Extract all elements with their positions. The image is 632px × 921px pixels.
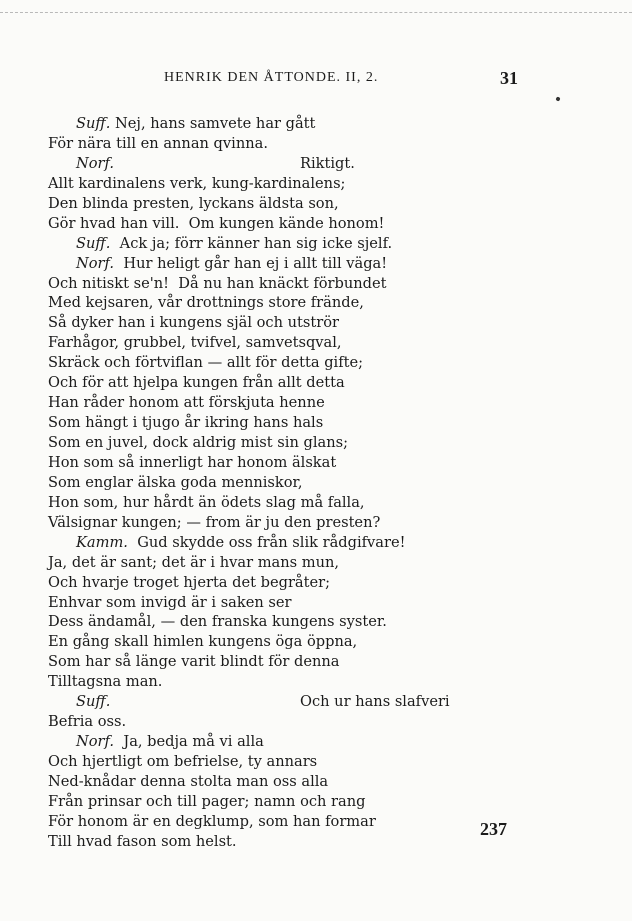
line-text: Gör hvad han vill. Om kungen kände honom! [48,214,385,232]
speaker-name: Kamm. [76,533,128,551]
verse-line [48,632,608,652]
verse-line [48,493,608,513]
line-text: Ja, bedja må vi alla [114,733,264,751]
verse-line [48,313,608,333]
page-number: 31 [500,68,518,88]
verse-line [48,772,608,792]
speaker-name: Suff. [76,693,111,711]
verse-line [48,274,608,294]
line-text: Från prinsar och till pager; namn och rang [48,792,366,810]
line-text: Och för att hjelpa kungen från allt detta [48,374,345,392]
verse-line [48,453,608,473]
verse-text [48,114,608,852]
line-text: Som englar älska goda menniskor, [48,473,303,491]
line-text: För honom är en degklump, som han formar [48,812,376,830]
speaker-name: Norf. [76,154,115,172]
line-text: Ned-knådar denna stolta man oss alla [48,772,329,790]
line-text: Hur heligt går han ej i allt till väga! [114,254,388,272]
verse-line [48,513,608,533]
verse-line [48,174,608,194]
line-text: Allt kardinalens verk, kung-kardinalens; [48,174,346,192]
line-text: Befria oss. [48,713,127,731]
verse-line [48,293,608,313]
line-text: Han råder honom att förskjuta henne [48,394,325,412]
verse-line [48,433,608,453]
verse-line [48,652,608,672]
verse-line [48,473,608,493]
line-text: Hon som, hur hårdt än ödets slag må falla, [48,493,365,511]
verse-line [48,194,608,214]
verse-line [48,553,608,573]
verse-line [48,792,608,812]
speaker-name: Norf. [76,733,115,751]
verse-line [48,573,608,593]
line-text: Skräck och förtviflan — allt för detta gifte; [48,354,364,372]
speaker-name: Suff. [76,234,111,252]
line-text: Tilltagsna man. [48,673,163,691]
line-text: Ja, det är sant; det är i hvar mans mun, [48,553,340,571]
running-title: HENRIK DEN ÅTTONDE. II, 2. [164,70,379,85]
line-text: Nej, hans samvete har gått [110,115,316,132]
signature-mark: 237 [480,819,507,839]
line-continuation: Och ur hans slafveri [300,693,450,711]
verse-line [48,373,608,393]
line-text: Dess ändamål, — den franska kungens syster. [48,613,387,631]
verse-line [48,214,608,234]
verse-line [48,612,608,632]
line-text: Och hjertligt om befrielse, ty annars [48,753,318,770]
line-text: Den blinda presten, lyckans äldsta son, [48,194,339,212]
ink-speck [555,96,560,101]
verse-line [48,812,608,832]
verse-line [48,154,608,174]
line-text: Gud skydde oss från slik rådgifvare! [127,533,406,551]
verse-line [48,672,608,692]
line-text: För nära till en annan qvinna. [48,134,268,152]
verse-line [48,832,608,852]
line-text: Farhågor, grubbel, tvifvel, samvetsqval, [48,334,342,352]
line-text: Som hängt i tjugo år ikring hans hals [48,414,324,432]
line-text: Hon som så innerligt har honom älskat [48,453,337,471]
verse-line [48,134,608,154]
line-continuation: Riktigt. [300,154,355,172]
verse-line [48,712,608,732]
verse-line [48,732,608,752]
line-text: Som har så länge varit blindt för denna [48,653,340,671]
line-text: Som en juvel, dock aldrig mist sin glans; [48,434,349,451]
verse-line [48,114,608,134]
verse-line [48,533,608,553]
line-text: Till hvad fason som helst. [48,832,237,850]
verse-line [48,593,608,613]
line-text: Välsignar kungen; — from är ju den presten? [48,513,381,531]
verse-line [48,752,608,772]
line-text: Och nitiskt se'n! Då nu han knäckt förbundet [48,274,387,292]
verse-line [48,393,608,413]
verse-line [48,692,608,712]
line-text: Med kejsaren, vår drottnings store frände, [48,294,364,312]
speaker-name: Norf. [76,254,115,272]
verse-line [48,254,608,274]
verse-line [48,413,608,433]
line-text: Enhvar som invigd är i saken ser [48,593,292,611]
top-rule [0,12,632,13]
verse-line [48,234,608,254]
speaker-name: Suff. [76,115,111,132]
line-text: Ack ja; förr känner han sig icke sjelf. [110,234,393,252]
line-text: Så dyker han i kungens själ och utströr [48,314,339,332]
verse-line [48,333,608,353]
verse-line [48,353,608,373]
page-header [0,68,632,94]
line-text: En gång skall himlen kungens öga öppna, [48,633,358,651]
line-text: Och hvarje troget hjerta det begråter; [48,573,331,591]
